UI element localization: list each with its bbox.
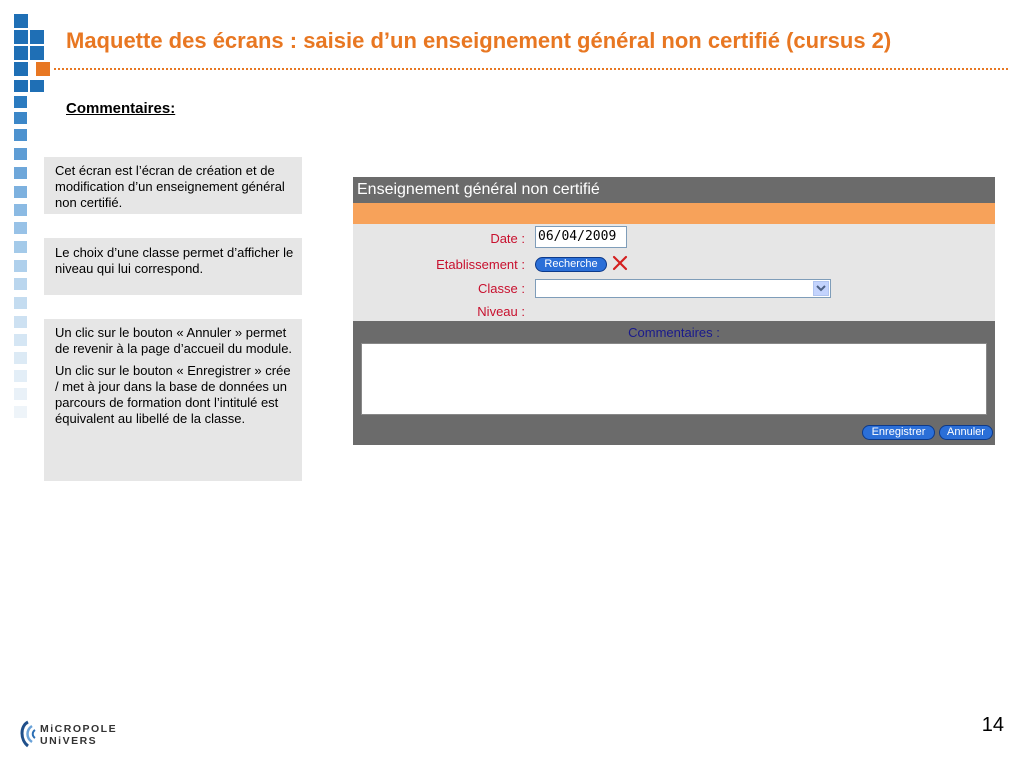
micropole-logo (18, 718, 148, 748)
cancel-button[interactable]: Annuler (939, 425, 993, 440)
logo-line-1: MiCROPOLE (40, 723, 118, 735)
note-box-1 (44, 157, 302, 214)
note-box-3 (44, 319, 302, 481)
form-mockup (353, 177, 995, 445)
note-text: Cet écran est l’écran de création et de modification d’un enseignement général non certifié. (55, 163, 285, 210)
logo-mark-icon (18, 718, 40, 748)
recherche-button[interactable]: Recherche (535, 257, 607, 272)
section-heading: Commentaires: (66, 100, 176, 117)
save-button[interactable]: Enregistrer (862, 425, 935, 440)
form-footer (353, 419, 995, 445)
form-header: Enseignement général non certifié (353, 177, 995, 203)
date-label: Date : (490, 231, 525, 246)
clear-icon[interactable] (612, 255, 628, 271)
date-input[interactable]: 06/04/2009 (535, 226, 627, 248)
etablissement-label: Etablissement : (436, 257, 525, 272)
page-number: 14 (981, 714, 1004, 736)
commentaires-textarea[interactable] (361, 343, 987, 415)
chevron-down-icon[interactable] (813, 281, 829, 296)
slide-title: Maquette des écrans : saisie d’un enseignement général non certifié (cursus 2) (66, 28, 892, 53)
classe-select[interactable] (535, 279, 831, 298)
note-box-2 (44, 238, 302, 295)
title-divider (54, 68, 1008, 70)
logo-line-2: UNiVERS (40, 735, 98, 747)
form-orange-band (353, 203, 995, 224)
note-text: Un clic sur le bouton « Annuler » permet de revenir à la page d’accueil du module. (55, 325, 293, 356)
commentaires-label: Commentaires : (628, 325, 720, 340)
note-text: Le choix d’une classe permet d’afficher le niveau qui lui correspond. (55, 245, 294, 276)
note-text: Un clic sur le bouton « Enregistrer » crée / met à jour dans la base de données un parcours de formation dont l’intitulé est équivalent au libellé de la classe. (55, 363, 291, 426)
classe-label: Classe : (478, 281, 525, 296)
niveau-label: Niveau : (477, 304, 525, 319)
